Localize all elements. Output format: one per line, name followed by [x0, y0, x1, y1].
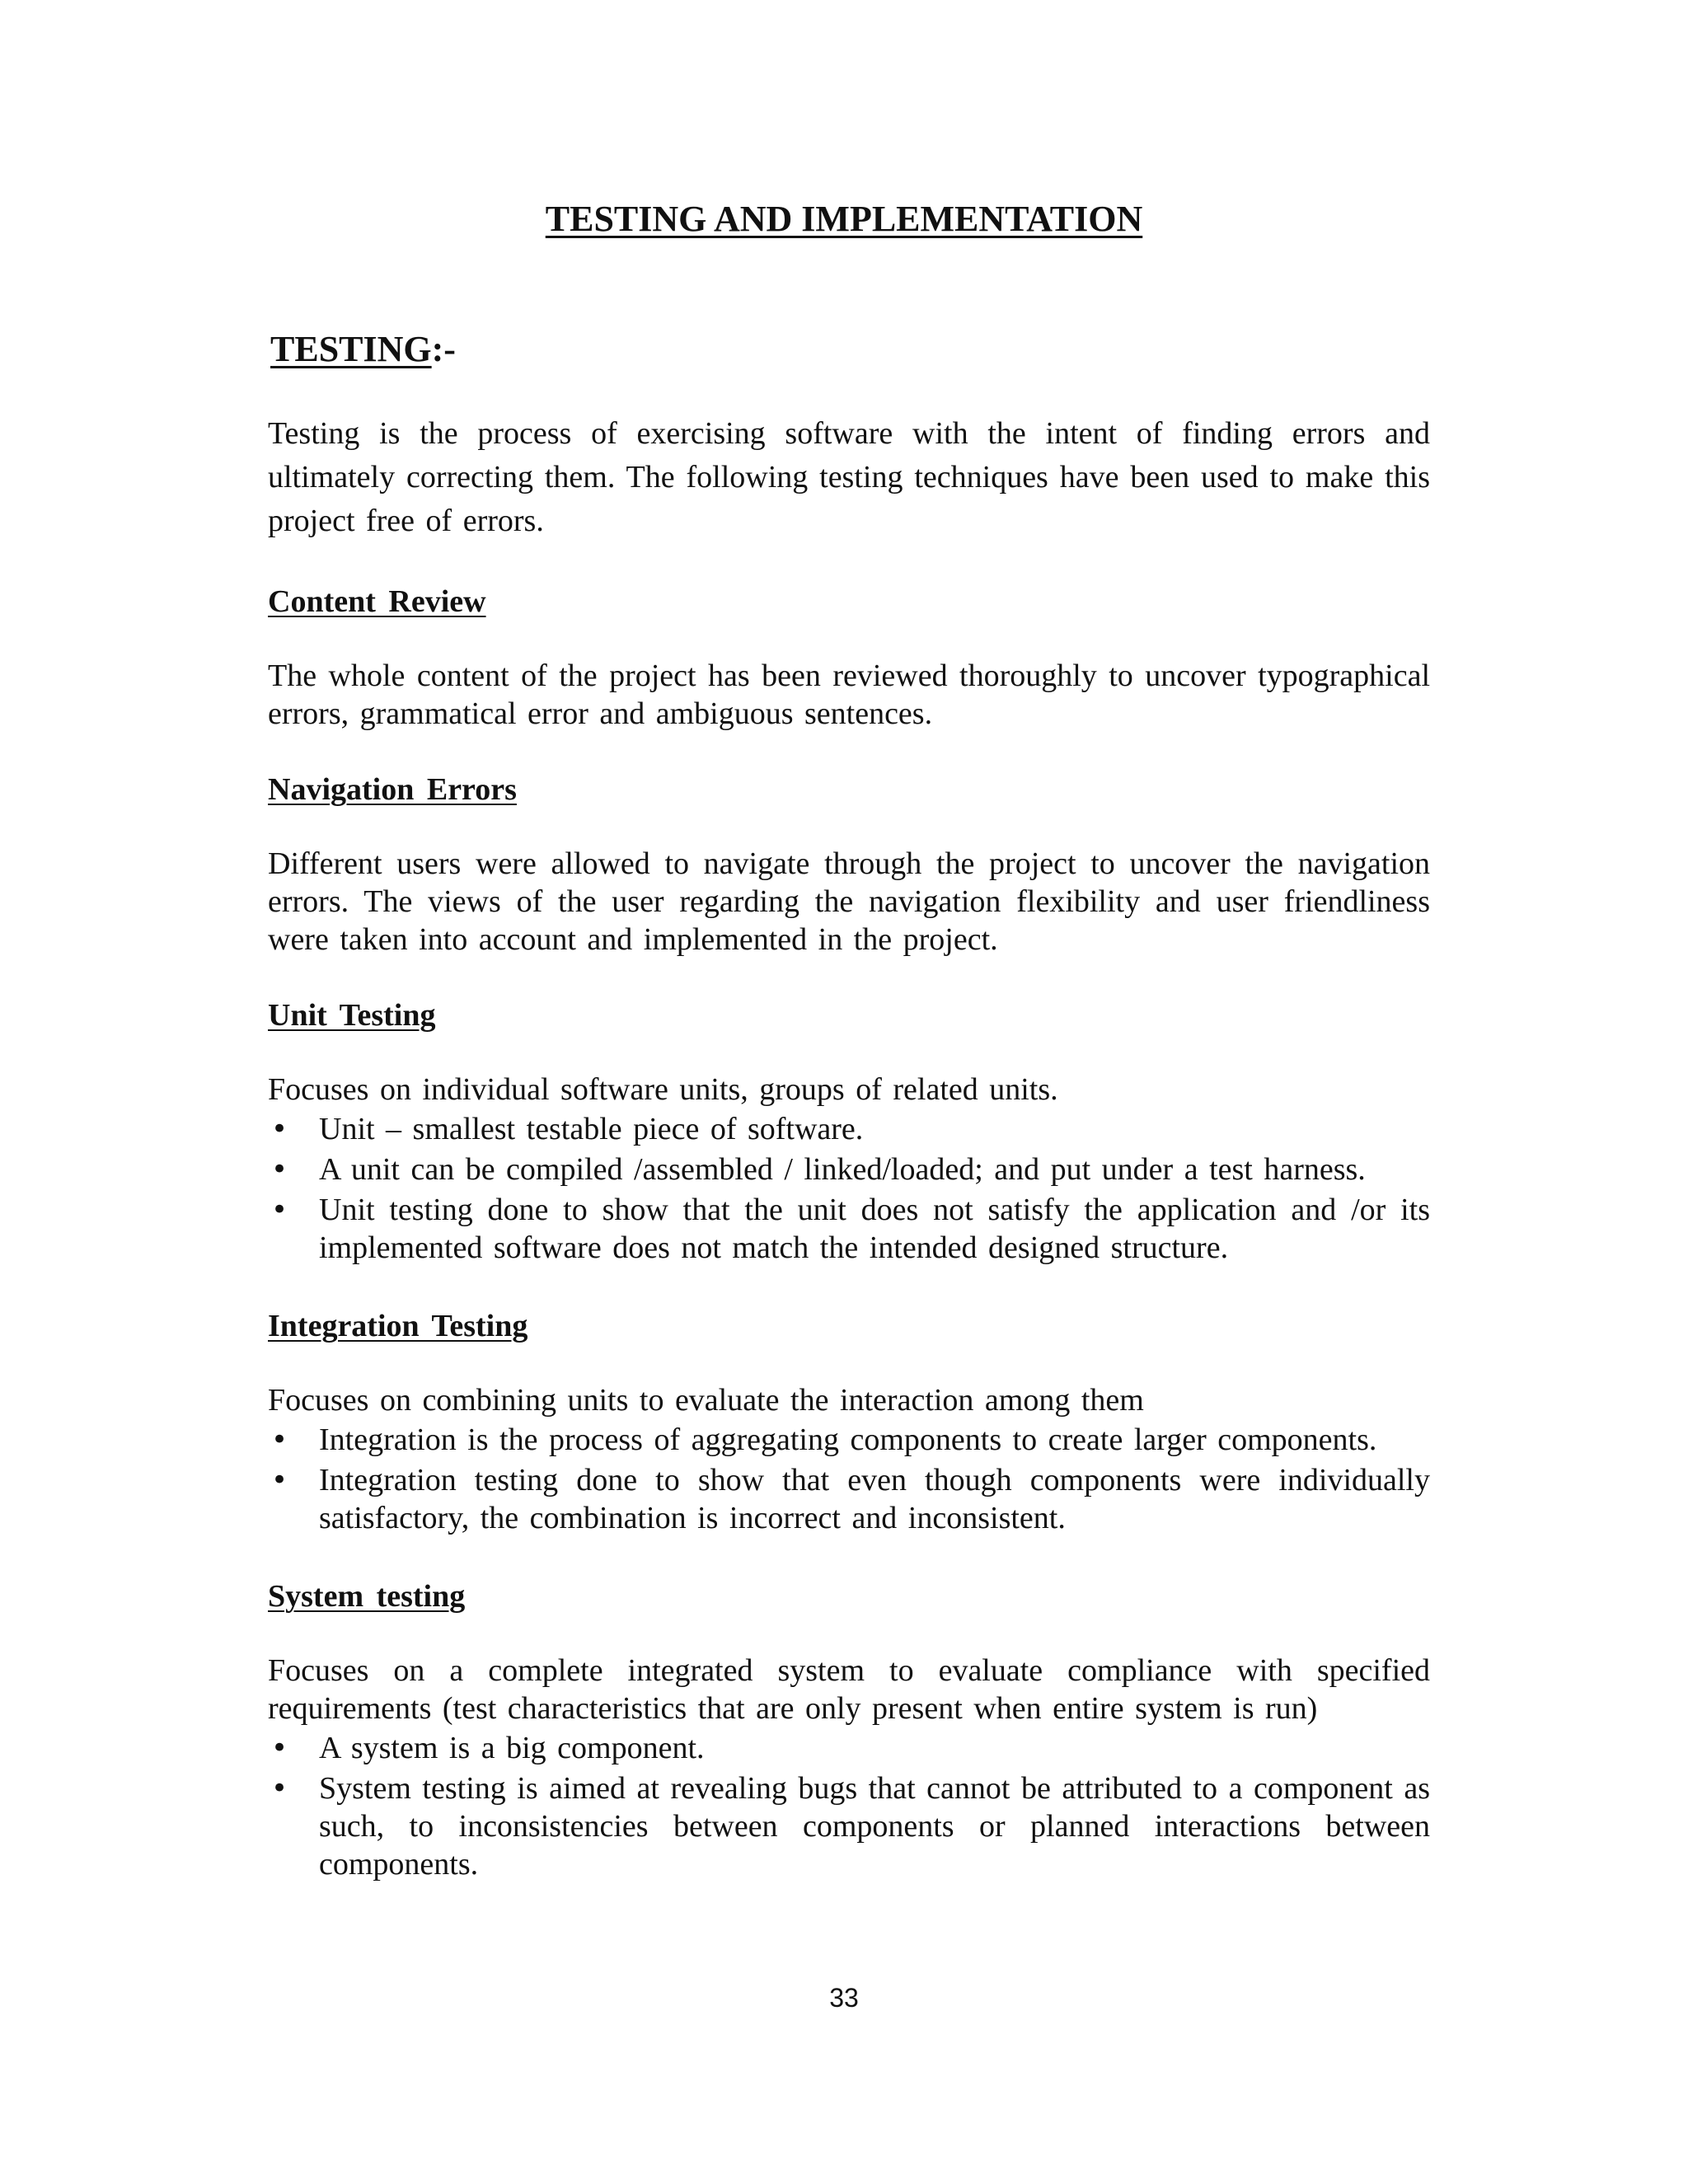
- list-item-text: Integration is the process of aggregating components to create larger components.: [319, 1422, 1377, 1457]
- paragraph-unit-testing: Focuses on individual software units, groups of related units.: [268, 1072, 1058, 1107]
- list-item-text: Unit testing done to show that the unit does not satisfy the application and /or its implemented software does not match the intended designed structure.: [319, 1193, 1430, 1265]
- document-body: [268, 412, 1430, 1886]
- list-item-text: A unit can be compiled /assembled / linked/loaded; and put under a test harness.: [319, 1152, 1366, 1187]
- bullet-icon: •: [271, 1464, 288, 1497]
- section-integration-testing: [268, 1307, 1430, 1537]
- bullet-list-system-testing: [268, 1729, 1430, 1883]
- page-title-text: TESTING AND IMPLEMENTATION: [545, 199, 1143, 239]
- bullet-icon: •: [271, 1423, 288, 1456]
- section-heading-testing: [270, 326, 456, 373]
- list-item: [268, 1151, 1430, 1188]
- bullet-list-unit-testing: [268, 1110, 1430, 1267]
- list-item-text: System testing is aimed at revealing bugs that cannot be attributed to a component as such, to inconsistencies between components or planned interactions between components.: [319, 1771, 1430, 1882]
- list-item-text: A system is a big component.: [319, 1731, 705, 1765]
- bullet-list-integration-testing: [268, 1421, 1430, 1537]
- page-number: 33: [829, 1983, 859, 2013]
- section-content-review: [268, 583, 1430, 733]
- list-item: [268, 1421, 1430, 1459]
- subheading-navigation-errors: Navigation Errors: [268, 772, 517, 807]
- paragraph-integration-testing: Focuses on combining units to evaluate the interaction among them: [268, 1383, 1144, 1418]
- paragraph-system-testing: Focuses on a complete integrated system to evaluate compliance with specified requirements (test characteristics that are only present when entire system is run): [268, 1653, 1430, 1726]
- list-item: [268, 1729, 1430, 1767]
- list-item-text: Integration testing done to show that even though components were individually satisfactory, the combination is incorrect and inconsistent.: [319, 1463, 1430, 1535]
- section-navigation-errors: [268, 771, 1430, 958]
- bullet-icon: •: [271, 1772, 288, 1805]
- paragraph-content-review: The whole content of the project has been reviewed thoroughly to uncover typographical errors, grammatical error and ambiguous sentences.: [268, 658, 1430, 731]
- subheading-system-testing: System testing: [268, 1579, 466, 1614]
- section-heading-text: TESTING: [270, 329, 432, 369]
- list-item: [268, 1769, 1430, 1883]
- bullet-icon: •: [271, 1113, 288, 1146]
- section-system-testing: [268, 1577, 1430, 1883]
- bullet-icon: •: [271, 1732, 288, 1765]
- paragraph-navigation-errors: Different users were allowed to navigate through the project to uncover the navigation errors. The views of the user regarding the navigation flexibility and user friendliness were taken into account and implemented in the project.: [268, 846, 1430, 957]
- intro-paragraph: Testing is the process of exercising software with the intent of finding errors and ultimately correcting them. The following testing techniques have been used to make this project free of errors.: [268, 416, 1430, 538]
- list-item: [268, 1110, 1430, 1148]
- section-unit-testing: [268, 996, 1430, 1267]
- subheading-unit-testing: Unit Testing: [268, 998, 436, 1033]
- subheading-integration-testing: Integration Testing: [268, 1309, 528, 1343]
- list-item-text: Unit – smallest testable piece of software.: [319, 1112, 864, 1146]
- list-item: [268, 1191, 1430, 1267]
- bullet-icon: •: [271, 1153, 288, 1186]
- bullet-icon: •: [271, 1193, 288, 1226]
- section-heading-suffix: :-: [431, 329, 456, 369]
- list-item: [268, 1461, 1430, 1537]
- subheading-content-review: Content Review: [268, 584, 486, 619]
- page-title: [0, 196, 1688, 242]
